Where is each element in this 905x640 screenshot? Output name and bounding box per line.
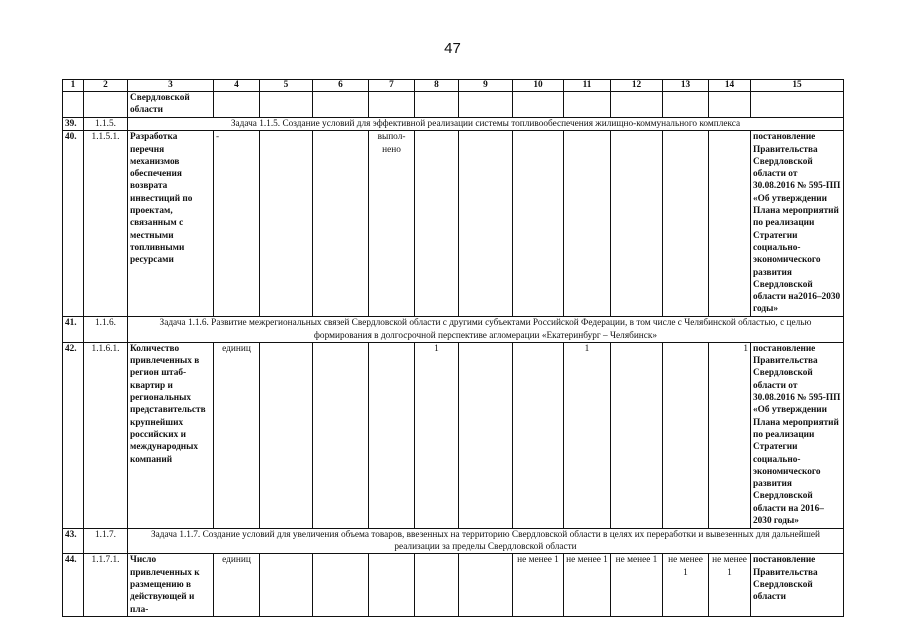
column-number-header-row: [63, 80, 844, 92]
row-number: 42.: [63, 342, 84, 528]
col-header: 3: [128, 80, 214, 92]
value-cell: 1: [564, 342, 611, 528]
col-header: 8: [415, 80, 459, 92]
row-code: 1.1.5.: [84, 118, 128, 131]
col-header: 4: [214, 80, 260, 92]
task-title: Задача 1.1.7. Создание условий для увеличения объема товаров, ввезенных на территорию Свердловской области в целях их переработки и вывезенных для дальнейшей реализации за пределы Свердловской области: [128, 528, 844, 554]
col-header: 5: [260, 80, 313, 92]
value-cell: не менее 1: [709, 554, 751, 616]
page-number: 47: [444, 40, 461, 57]
col-header: 10: [513, 80, 564, 92]
indicator-name: Количество привлеченных в регион штаб-квартир и региональных представительств крупнейших российских и международных компаний: [128, 342, 214, 528]
unit-cell: единиц: [214, 342, 260, 528]
row-number: 39.: [63, 118, 84, 131]
value-cell: не менее 1: [513, 554, 564, 616]
task-row: [63, 528, 844, 554]
value-cell: не менее 1: [663, 554, 709, 616]
value-cell: выпол-нено: [369, 131, 415, 317]
task-title: Задача 1.1.5. Создание условий для эффективной реализации системы топливообеспечения жилищно-коммунального комплекса: [128, 118, 844, 131]
col-header: 14: [709, 80, 751, 92]
col-header: 11: [564, 80, 611, 92]
indicator-row: [63, 342, 844, 528]
row-code: 1.1.7.1.: [84, 554, 128, 616]
col-header: 7: [369, 80, 415, 92]
indicator-name: Число привлеченных к размещению в действующей и пла-: [128, 554, 214, 616]
indicator-row: [63, 131, 844, 317]
indicators-table: [62, 79, 844, 617]
col-header: 15: [751, 80, 844, 92]
indicator-name: Разработка перечня механизмов обеспечения возврата инвестиций по проектам, связанным с местными топливными ресурсами: [128, 131, 214, 317]
task-title: Задача 1.1.6. Развитие межрегиональных связей Свердловской области с другими субъектами Российской Федерации, в том числе с Челябинской областью, с целью формирования в долгосрочной перспективе агломерации «Екатеринбург – Челябинск»: [128, 317, 844, 343]
col-header: 13: [663, 80, 709, 92]
col-header: 1: [63, 80, 84, 92]
row-code: 1.1.6.: [84, 317, 128, 343]
col-header: 9: [459, 80, 513, 92]
task-row: [63, 317, 844, 343]
row-code: 1.1.5.1.: [84, 131, 128, 317]
value-cell: 1: [415, 342, 459, 528]
source-document: постановление Правительства Свердловской области от 30.08.2016 № 595-ПП «Об утверждении Плана мероприятий по реализации Стратегии социально-экономического развития Свердловской области на 2016–2030 годы»: [751, 342, 844, 528]
col-header: 6: [313, 80, 369, 92]
source-document: постановление Правительства Свердловской области: [751, 554, 844, 616]
row-code: 1.1.6.1.: [84, 342, 128, 528]
task-row: [63, 118, 844, 131]
value-cell: 1: [709, 342, 751, 528]
row-number: 40.: [63, 131, 84, 317]
row-code: 1.1.7.: [84, 528, 128, 554]
carry-over-row: [63, 92, 844, 118]
value-cell: не менее 1: [564, 554, 611, 616]
col-header: 2: [84, 80, 128, 92]
row-number: 41.: [63, 317, 84, 343]
carry-over-text: Свердловской области: [128, 92, 214, 118]
row-number: 44.: [63, 554, 84, 616]
col-header: 12: [611, 80, 663, 92]
unit-cell: единиц: [214, 554, 260, 616]
value-cell: не менее 1: [611, 554, 663, 616]
source-document: постановление Правительства Свердловской области от 30.08.2016 № 595-ПП «Об утверждении Плана мероприятий по реализации Стратегии социально-экономического развития Свердловской области на2016–2030 годы»: [751, 131, 844, 317]
indicator-row: [63, 554, 844, 616]
row-number: 43.: [63, 528, 84, 554]
unit-cell: -: [214, 131, 260, 317]
